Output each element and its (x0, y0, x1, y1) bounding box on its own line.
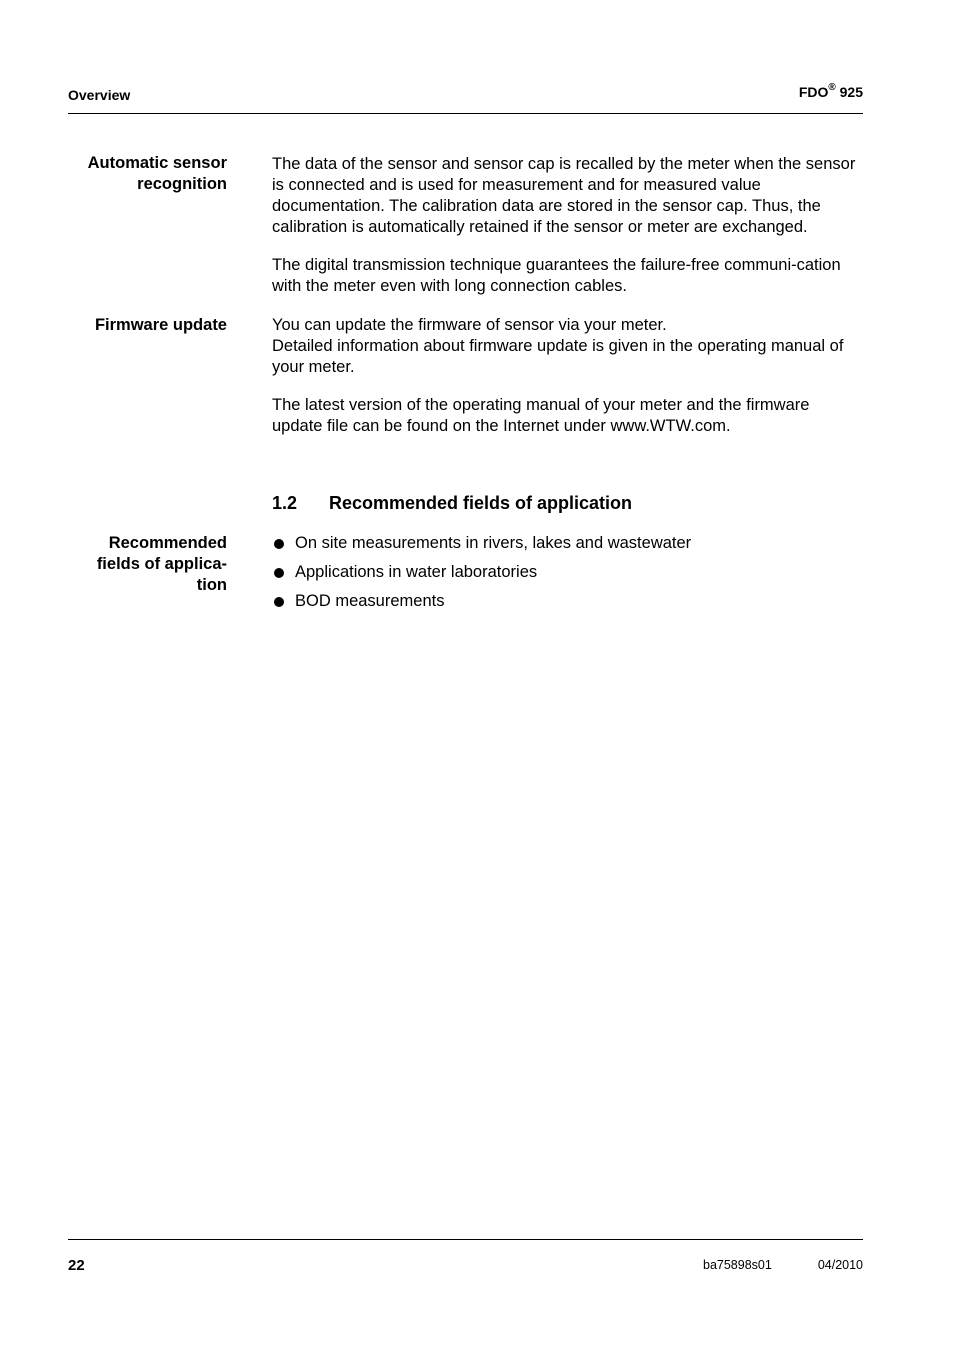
section-heading (272, 493, 632, 514)
running-header-product (799, 84, 863, 100)
page-number: 22 (68, 1257, 85, 1274)
list-item: BOD measurements (272, 591, 691, 620)
product-name: FDO (798, 84, 829, 100)
footer-rule (68, 1239, 863, 1240)
section-title: Recommended fields of application (329, 493, 633, 513)
application-list (272, 533, 691, 620)
paragraph-firmware-update: You can update the firmware of sensor via your meter. Detailed information about firmware update is given in the operating manual of your meter. (272, 316, 844, 376)
bullet-icon (274, 597, 284, 607)
margin-label-firmware-update: Firmware update (94, 316, 227, 334)
product-model: 925 (839, 84, 863, 100)
bullet-icon (274, 568, 284, 578)
paragraph-operating-manual: The latest version of the operating manual of your meter and the firmware update file can be found on the Internet under www.WTW.com. (272, 396, 810, 435)
header-rule (68, 113, 863, 114)
running-header-section: Overview (68, 87, 131, 103)
list-item: Applications in water laboratories (272, 562, 691, 591)
registered-mark: ® (828, 82, 836, 93)
margin-label-automatic-sensor-recognition: Automatic sensor recognition (87, 154, 227, 193)
paragraph-sensor-data: The data of the sensor and sensor cap is recalled by the meter when the sensor is connected and is used for measurement and for measured value documentation. The calibration data are stored in the sensor cap. Thus, the calibration is automatically retained if the sensor or meter are exchanged. (272, 155, 856, 236)
document-date: 04/2010 (817, 1258, 863, 1272)
section-number: 1.2 (272, 493, 298, 513)
document-id: ba75898s01 (703, 1258, 772, 1272)
paragraph-digital-transmission: The digital transmission technique guarantees the failure-free communi-cation with the meter even with long connection cables. (272, 256, 841, 295)
bullet-icon (274, 539, 284, 549)
margin-label-recommended-fields: Recommended fields of applica-tion (96, 534, 227, 594)
list-item: On site measurements in rivers, lakes and wastewater (272, 533, 691, 562)
